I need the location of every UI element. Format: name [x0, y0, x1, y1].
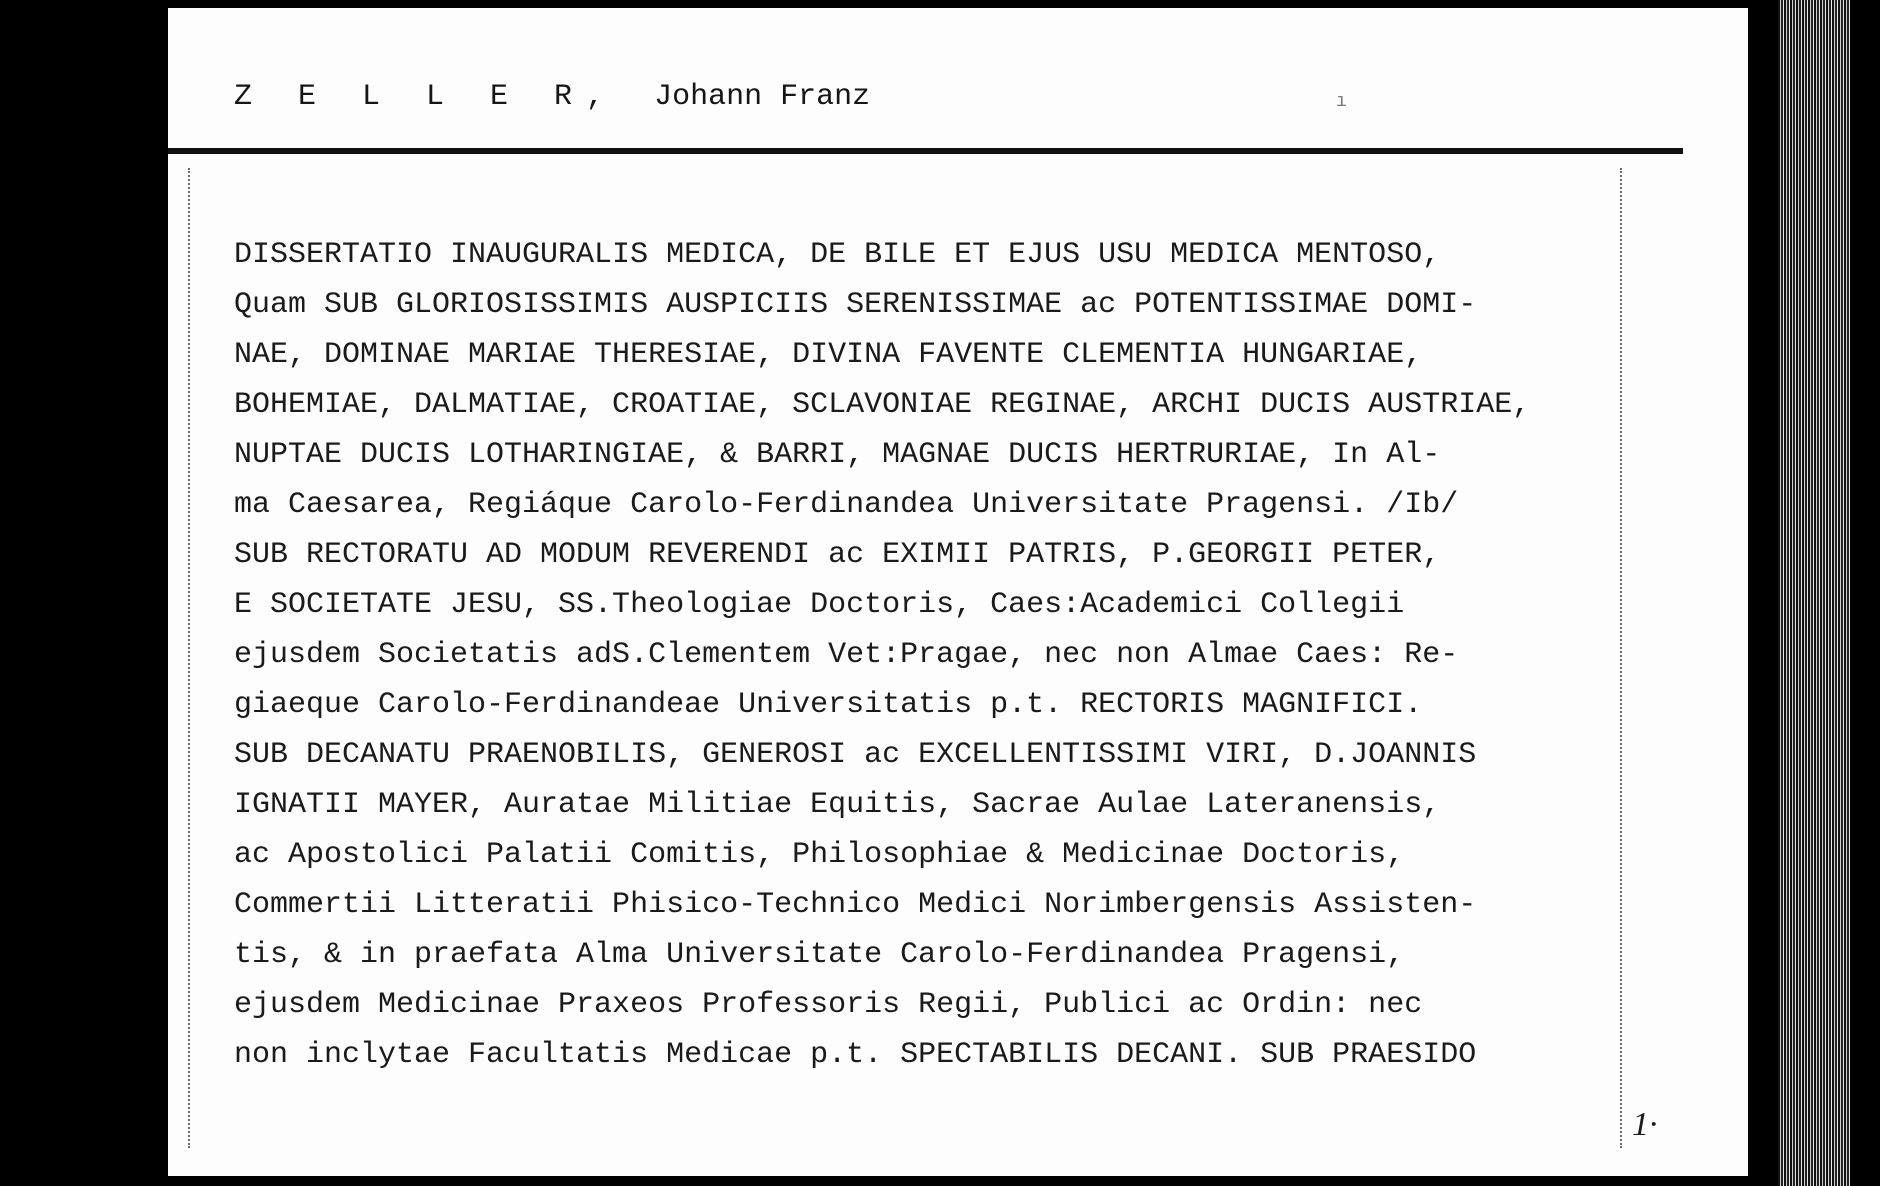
text-line: SUB DECANATU PRAENOBILIS, GENEROSI ac EXCELLENTISSIMI VIRI, D.JOANNIS — [234, 738, 1477, 772]
text-line: IGNATII MAYER, Auratae Militiae Equitis, Sacrae Aulae Lateranensis, — [234, 788, 1441, 822]
text-line: NAE, DOMINAE MARIAE THERESIAE, DIVINA FAVENTE CLEMENTIA HUNGARIAE, — [234, 338, 1423, 372]
scan-edge-noise — [1778, 0, 1850, 1186]
scan-speck: ı — [1336, 92, 1347, 112]
text-line: ac Apostolici Palatii Comitis, Philosophiae & Medicinae Doctoris, — [234, 838, 1405, 872]
card-header — [234, 80, 870, 114]
text-line: BOHEMIAE, DALMATIAE, CROATIAE, SCLAVONIAE REGINAE, ARCHI DUCIS AUSTRIAE, — [234, 388, 1531, 422]
text-line: Commertii Litteratii Phisico-Technico Medici Norimbergensis Assisten- — [234, 888, 1477, 922]
card-body-text — [234, 230, 1614, 1080]
text-line: SUB RECTORATU AD MODUM REVERENDI ac EXIMII PATRIS, P.GEORGII PETER, — [234, 538, 1441, 572]
text-line: Quam SUB GLORIOSISSIMIS AUSPICIIS SERENISSIMAE ac POTENTISSIMAE DOMI- — [234, 288, 1477, 322]
given-names: Johann Franz — [654, 80, 871, 114]
left-margin-line — [188, 168, 190, 1148]
index-card — [168, 8, 1748, 1176]
text-line: E SOCIETATE JESU, SS.Theologiae Doctoris, Caes:Academici Collegii — [234, 588, 1405, 622]
text-line: ejusdem Medicinae Praxeos Professoris Regii, Publici ac Ordin: nec — [234, 988, 1423, 1022]
surname: Z E L L E R, — [234, 80, 619, 114]
text-line: tis, & in praefata Alma Universitate Carolo-Ferdinandea Pragensi, — [234, 938, 1405, 972]
text-line: ejusdem Societatis adS.Clementem Vet:Pragae, nec non Almae Caes: Re- — [234, 638, 1459, 672]
page-number-mark: 1· — [1632, 1106, 1658, 1143]
right-margin-line — [1620, 168, 1622, 1148]
text-line: giaeque Carolo-Ferdinandeae Universitatis p.t. RECTORIS MAGNIFICI. — [234, 688, 1423, 722]
header-divider — [168, 148, 1683, 154]
text-line: non inclytae Facultatis Medicae p.t. SPECTABILIS DECANI. SUB PRAESIDO — [234, 1038, 1477, 1072]
text-line: ma Caesarea, Regiáque Carolo-Ferdinandea Universitate Pragensi. /Ib/ — [234, 488, 1459, 522]
text-line: NUPTAE DUCIS LOTHARINGIAE, & BARRI, MAGNAE DUCIS HERTRURIAE, In Al- — [234, 438, 1441, 472]
text-line: DISSERTATIO INAUGURALIS MEDICA, DE BILE ET EJUS USU MEDICA MENTOSO, — [234, 238, 1441, 272]
